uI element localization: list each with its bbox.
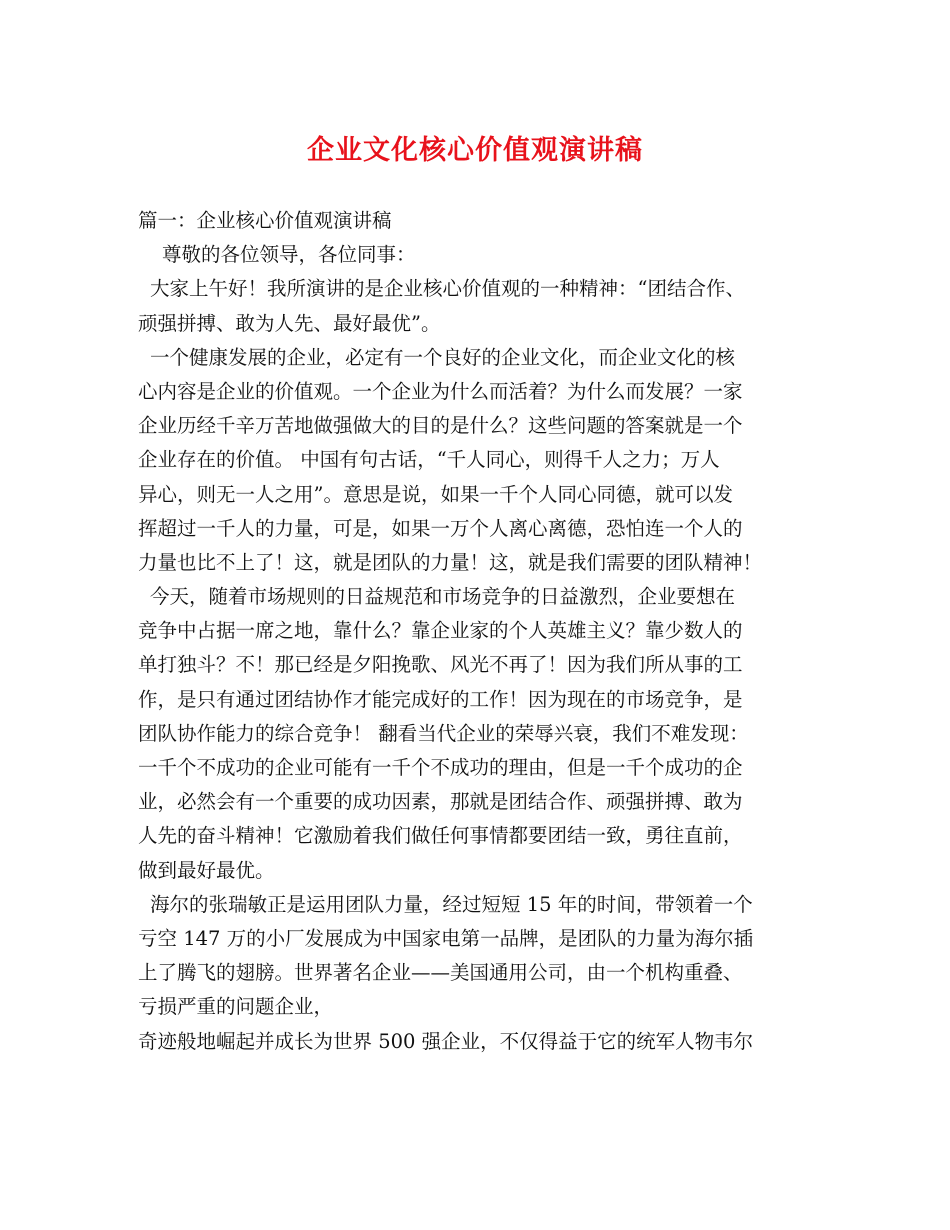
paragraph-line: 亏损严重的问题企业， (138, 995, 334, 1019)
paragraph-line: 今天，随着市场规则的日益规范和市场竞争的日益激烈，企业要想在 (150, 585, 736, 609)
paragraph-line: 企业存在的价值。 中国有句古话，“千人同心，则得千人之力；万人 (138, 448, 720, 472)
paragraph-line: 业，必然会有一个重要的成功因素，那就是团结合作、顽强拼搏、敢为 (138, 790, 743, 814)
section-heading: 篇一：企业核心价值观演讲稿 (138, 209, 392, 232)
paragraph-line: 竞争中占据一席之地，靠什么？靠企业家的个人英雄主义？靠少数人的 (138, 619, 743, 643)
paragraph-line: 海尔的张瑞敏正是运用团队力量，经过短短 15 年的时间，带领着一个 (150, 892, 753, 916)
paragraph-line: 心内容是企业的价值观。一个企业为什么而活着？为什么而发展？一家 (138, 379, 743, 403)
paragraph-line: 做到最好最优。 (138, 858, 275, 882)
paragraph-line: 企业历经千辛万苦地做强做大的目的是什么？这些问题的答案就是一个 (138, 414, 743, 438)
paragraph-line: 单打独斗？不！那已经是夕阳挽歌、风光不再了！因为我们所从事的工 (138, 653, 743, 677)
paragraph-line: 挥超过一千人的力量，可是，如果一万个人离心离德，恐怕连一个人的 (138, 516, 743, 540)
paragraph-line: 力量也比不上了！这，就是团队的力量！这，就是我们需要的团队精神！ (138, 550, 763, 574)
document-title: 企业文化核心价值观演讲稿 (307, 135, 643, 166)
paragraph-line: 亏空 147 万的小厂发展成为中国家电第一品牌，是团队的力量为海尔插 (138, 926, 754, 950)
paragraph-line: 顽强拼搏、敢为人先、最好最优”。 (138, 311, 441, 335)
paragraph-line: 异心，则无一人之用”。意思是说，如果一千个人同心同德，就可以发 (138, 482, 733, 506)
paragraph-line: 人先的奋斗精神！它激励着我们做任何事情都要团结一致，勇往直前， (138, 824, 743, 848)
paragraph-line: 作，是只有通过团结协作才能完成好的工作！因为现在的市场竞争，是 (138, 687, 743, 711)
salutation: 尊敬的各位领导，各位同事： (162, 243, 416, 267)
paragraph-line: 大家上午好！我所演讲的是企业核心价值观的一种精神：“团结合作、 (150, 277, 745, 301)
paragraph-line: 奇迹般地崛起并成长为世界 500 强企业，不仅得益于它的统军人物韦尔 (138, 1029, 754, 1053)
paragraph-line: 一个健康发展的企业，必定有一个良好的企业文化，而企业文化的核 (150, 345, 736, 369)
document-body (138, 204, 838, 1059)
paragraph-line: 上了腾飞的翅膀。世界著名企业——美国通用公司，由一个机构重叠、 (138, 961, 743, 985)
paragraph-line: 一千个不成功的企业可能有一千个不成功的理由，但是一千个成功的企 (138, 756, 743, 779)
paragraph-line: 团队协作能力的综合竞争！ 翻看当代企业的荣辱兴衰，我们不难发现： (138, 721, 749, 745)
